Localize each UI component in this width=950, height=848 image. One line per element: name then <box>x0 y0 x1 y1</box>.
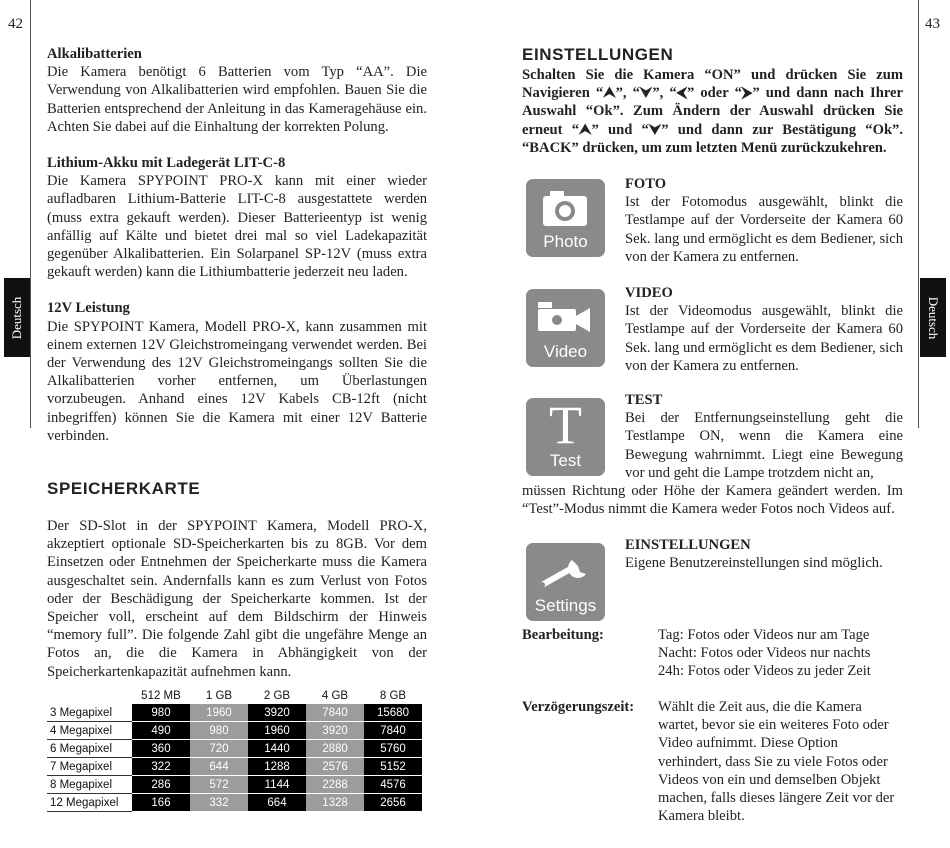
table-cell: 1288 <box>248 758 306 776</box>
table-cell: 5152 <box>364 758 422 776</box>
table-cell: 2880 <box>306 740 364 758</box>
table-cell: 490 <box>132 722 190 740</box>
settings-heading: EINSTELLUNGEN <box>522 45 674 64</box>
video-icon-label: Video <box>543 342 588 361</box>
left-column <box>47 45 427 445</box>
photo-icon-label: Photo <box>543 232 588 251</box>
table-cell: 15680 <box>364 704 422 722</box>
table-cell: 7840 <box>364 722 422 740</box>
video-text: Ist der Videomodus ausgewählt, blinkt die Testlampe auf der Vorderseite der Kamera 60 Sek. lang und ermöglicht es dem Bediener, sich von der Kamera zu entfernen. <box>625 303 903 374</box>
table-cell: 1960 <box>190 704 248 722</box>
table-cell: 286 <box>132 776 190 794</box>
editing-definition <box>658 626 903 681</box>
settings-mode <box>625 536 903 572</box>
settings-mode-icon <box>526 543 605 621</box>
row-label: 12 Megapixel <box>47 794 132 812</box>
test-mode-icon <box>526 395 605 476</box>
right-margin-rule <box>918 0 919 428</box>
row-label: 7 Megapixel <box>47 758 132 776</box>
table-cell: 644 <box>190 758 248 776</box>
intro-line: Auswahl “Ok”. Zum Ändern der Auswahl drücken Sie <box>522 103 903 120</box>
table-row <box>47 776 422 794</box>
settings-icon-label: Settings <box>534 596 597 615</box>
intro-line: Schalten Sie die Kamera “ON” und drücken Sie zum <box>522 67 903 83</box>
capacity-table <box>47 688 422 812</box>
table-column-header: 8 GB <box>379 690 407 702</box>
table-cell: 360 <box>132 740 190 758</box>
table-column-header: 1 GB <box>205 690 233 702</box>
language-tab-left: Deutsch <box>4 278 30 357</box>
editing-term: Bearbeitung: <box>522 627 604 643</box>
table-cell: 166 <box>132 794 190 812</box>
settings-definitions <box>522 626 903 825</box>
power12v-title: 12V Leistung <box>47 300 130 317</box>
editing-line: 24h: Fotos oder Videos zu jeder Zeit <box>658 663 871 680</box>
table-row <box>47 704 422 722</box>
intro-line: erneut “⮝” und “⮟” und dann zur Bestätigung “Ok”. <box>522 121 903 138</box>
test-mode <box>625 391 903 482</box>
table-cell: 720 <box>190 740 248 758</box>
power12v-text: Die SPYPOINT Kamera, Modell PRO-X, kann zusammen mit einem externen 12V Gleichstromeingang verwendet werden. Bei der Verwendung des 12V Gleichstromeingangs sollten Sie die Alkalibatterien vorher entfernen, um Überlastungen vorzubeugen. Anhand eines 12V Kabels CB-12ft (nicht inbegriffen) können Sie die Kamera mit einer 12V Batterie verbinden. <box>47 318 427 444</box>
table-row <box>47 794 422 812</box>
test-title: TEST <box>625 392 663 408</box>
page-number-right: 43 <box>925 16 940 32</box>
table-cell: 5760 <box>364 740 422 758</box>
table-row <box>47 740 422 758</box>
page-number-left: 42 <box>8 16 23 32</box>
table-row <box>47 722 422 740</box>
table-cell: 332 <box>190 794 248 812</box>
table-column-header: 2 GB <box>263 690 291 702</box>
video-title: VIDEO <box>625 285 673 301</box>
row-label: 4 Megapixel <box>47 722 132 740</box>
table-row <box>47 758 422 776</box>
table-cell: 4576 <box>364 776 422 794</box>
video-mode <box>625 284 903 375</box>
table-cell: 7840 <box>306 704 364 722</box>
memory-heading: SPEICHERKARTE <box>47 479 201 498</box>
memory-text: Der SD-Slot in der SPYPOINT Kamera, Modell PRO-X, akzeptiert optionale SD-Speicherkarten bis zu 8GB. Vor dem Einsetzen oder Entnehmen der Speicherkarte muss die Kamera ausgeschaltet sein. Andernfalls kann es zum Verlust von Fotos oder der Beschädigung der Speicherkarte kommen. Ist der Speicher voll, erscheint auf dem Bildschirm der Hinweis “memory full”. Die folgende Zahl gibt die ungefähre Menge an Fotos an, die die Kamera in Abhängigkeit von der Speicherkartenkapazität aufnehmen kann. <box>47 518 427 680</box>
table-cell: 2656 <box>364 794 422 812</box>
row-label: 8 Megapixel <box>47 776 132 794</box>
table-column-header: 4 GB <box>321 690 349 702</box>
foto-mode <box>625 175 903 266</box>
foto-text: Ist der Fotomodus ausgewählt, blinkt die Testlampe auf der Vorderseite der Kamera 60 Sek. lang und ermöglicht es dem Bediener, sich von der Kamera zu entfernen. <box>625 194 903 265</box>
test-text-continued: müssen Richtung oder Höhe der Kamera geändert werden. Im “Test”-Modus nimmt die Kamera weder Fotos noch Videos auf. <box>522 483 903 518</box>
video-mode-icon <box>526 289 605 367</box>
table-cell: 572 <box>190 776 248 794</box>
table-cell: 322 <box>132 758 190 776</box>
settings-mode-text: Eigene Benutzereinstellungen sind möglich. <box>625 555 883 572</box>
foto-title: FOTO <box>625 176 667 192</box>
delay-term: Verzögerungszeit: <box>522 699 635 715</box>
alkaline-text: Die Kamera benötigt 6 Batterien vom Typ “AA”. Die Verwendung von Alkalibatterien wird empfohlen. Bauen Sie die Batterien entsprechend der Anleitung in das Kameragehäuse ein. Achten Sie dabei auf die Einhaltung der korrekten Polung. <box>47 64 427 135</box>
settings-intro <box>522 66 903 157</box>
table-cell: 1960 <box>248 722 306 740</box>
row-label: 3 Megapixel <box>47 704 132 722</box>
intro-line: Navigieren “⮝”, “⮟”, “⮜” oder “⮞” und dann nach Ihrer <box>522 85 903 102</box>
editing-line: Nacht: Fotos oder Videos nur nachts <box>658 645 871 662</box>
table-column-header: 512 MB <box>141 690 181 702</box>
test-icon-label: Test <box>549 451 582 470</box>
lithium-text: Die Kamera SPYPOINT PRO-X kann mit einer wieder aufladbaren Lithium-Batterie LIT-C-8 ausgestattete werden (muss extra gekauft werden). Dieser Batterieentyp ist wenig anfällig auf Kälte und bietet drei mal so viel Ladekapazität gegenüber Alkalibatterien. Ein Solarpanel SP-12V (muss extra gekauft werden) kann die Lithiumbatterie jederzeit neu laden. <box>47 173 427 281</box>
alkaline-title: Alkalibatterien <box>47 46 142 62</box>
test-t-glyph: T <box>549 395 582 455</box>
settings-mode-title: EINSTELLUNGEN <box>625 537 751 553</box>
table-cell: 3920 <box>248 704 306 722</box>
test-text: Bei der Entfernungseinstellung geht die Testlampe ON, wenn die Kamera eine Bewegung wahrnimmt. Liegt eine Bewegung vor und geht die Lampe trotzdem nicht an, <box>625 410 903 481</box>
table-cell: 1144 <box>248 776 306 794</box>
left-margin-rule <box>30 0 31 428</box>
lithium-title: Lithium-Akku mit Ladegerät LIT-C-8 <box>47 155 286 172</box>
intro-line: “BACK” drücken, um zum letzten Menü zurückzukehren. <box>522 139 887 156</box>
table-cell: 980 <box>190 722 248 740</box>
language-tab-right: Deutsch <box>920 278 946 357</box>
test-mode-continued <box>522 482 903 518</box>
table-cell: 2288 <box>306 776 364 794</box>
table-cell: 1328 <box>306 794 364 812</box>
table-cell: 664 <box>248 794 306 812</box>
table-cell: 980 <box>132 704 190 722</box>
table-cell: 1440 <box>248 740 306 758</box>
table-cell: 2576 <box>306 758 364 776</box>
delay-definition: Wählt die Zeit aus, die die Kamera wartet, bevor sie ein weiteres Foto oder Video aufnimmt. Diese Option verhindert, dass Sie zu viele Fotos oder Videos von ein und demselben Objekt machen, falls dieses längere Zeit vor der Kamera bleibt. <box>658 699 895 825</box>
editing-line: Tag: Fotos oder Videos nur am Tage <box>658 627 870 643</box>
photo-mode-icon <box>526 179 605 257</box>
row-label: 6 Megapixel <box>47 740 132 758</box>
table-cell: 3920 <box>306 722 364 740</box>
